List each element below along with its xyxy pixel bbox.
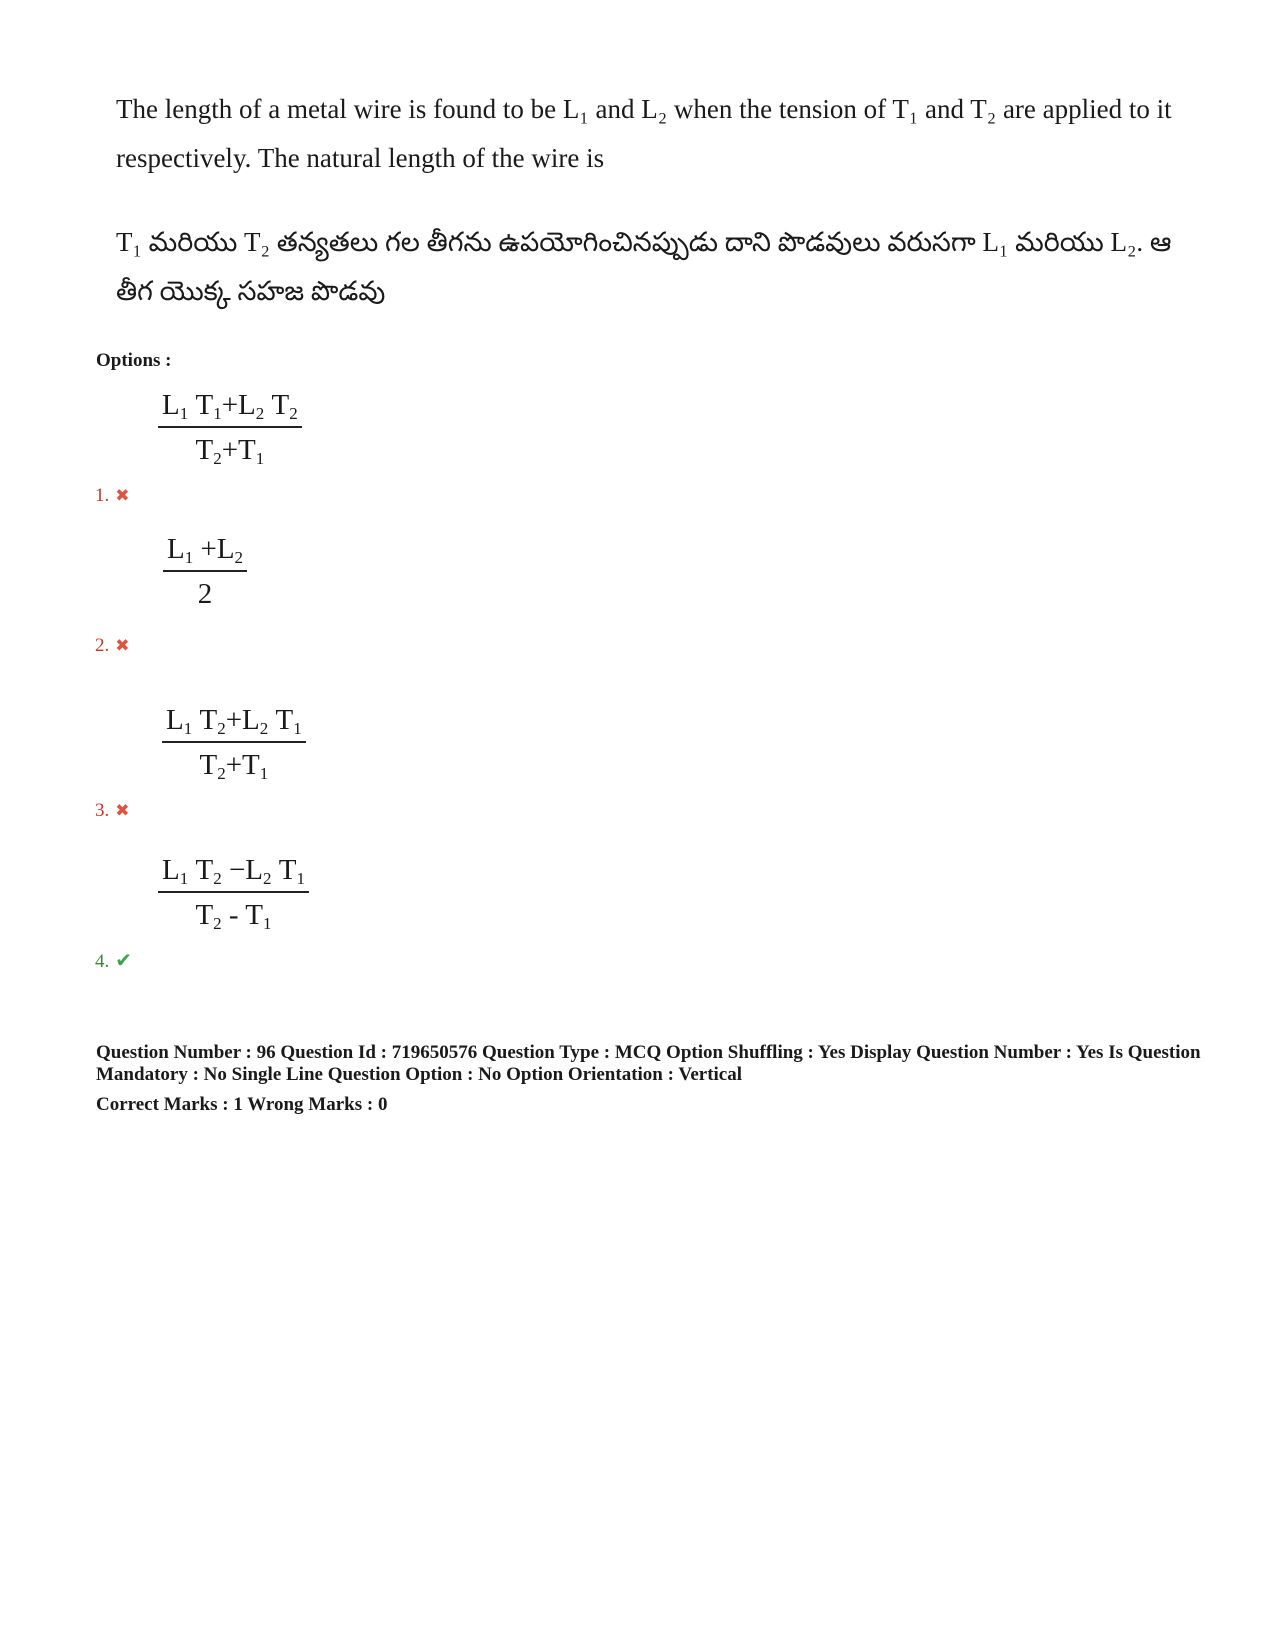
question-text-english: The length of a metal wire is found to be L₁ and L₂ when the tension of T₁ and T₂ are applied to it respectively. The natural length of the wire is xyxy=(116,94,1172,173)
symbol: T xyxy=(199,749,218,781)
subscript: 2 xyxy=(289,404,298,423)
subscript: 1 xyxy=(213,404,222,423)
symbol: L xyxy=(162,389,180,421)
operator-symbol: +L xyxy=(225,704,260,736)
subscript: 1 xyxy=(296,869,305,888)
formula-denominator xyxy=(191,428,268,468)
subscript: 2 xyxy=(255,404,265,423)
subscript: 2 xyxy=(234,548,244,567)
options-heading: Options : xyxy=(96,350,172,371)
check-icon: ✔ xyxy=(115,950,133,972)
question-metadata: Question Number : 96 Question Id : 719650576 Question Type : MCQ Option Shuffling : Yes Display Question Number : Yes Is Question Mandatory : No Single Line Question Option : No Option Orientation : Vertical xyxy=(96,1042,1201,1085)
symbol: L xyxy=(167,533,185,565)
formula-denominator xyxy=(191,893,275,933)
operator-symbol: +L xyxy=(221,389,256,421)
symbol: T xyxy=(199,704,218,736)
subscript: 1 xyxy=(293,719,302,738)
subscript: 2 xyxy=(213,449,222,468)
formula-numerator xyxy=(158,856,309,891)
symbol: L xyxy=(162,854,180,886)
operator-symbol: +T xyxy=(225,749,260,781)
option-4-formula xyxy=(158,854,309,933)
option-number: 4. xyxy=(95,951,110,972)
option-number: 2. xyxy=(95,635,110,656)
symbol: T xyxy=(278,854,297,886)
option-2-formula xyxy=(163,535,247,609)
symbol: T xyxy=(195,854,214,886)
option-2-label[interactable] xyxy=(95,635,130,657)
cross-icon: ✖ xyxy=(115,801,130,820)
formula-denominator: 2 xyxy=(197,578,213,610)
formula-numerator xyxy=(158,391,302,426)
option-3-formula xyxy=(162,704,306,783)
subscript: 1 xyxy=(263,914,272,933)
formula-numerator xyxy=(162,706,306,741)
subscript: 1 xyxy=(255,449,265,468)
operator-symbol: - T xyxy=(228,899,264,931)
subscript: 2 xyxy=(217,719,226,738)
symbol: T xyxy=(195,434,214,466)
option-number: 3. xyxy=(95,800,110,821)
option-number: 1. xyxy=(95,485,110,506)
option-1-label[interactable] xyxy=(95,485,130,507)
subscript: 1 xyxy=(179,869,189,888)
symbol: T xyxy=(195,389,214,421)
subscript: 1 xyxy=(259,764,269,783)
formula-numerator xyxy=(163,535,247,570)
operator-symbol: +T xyxy=(221,434,256,466)
subscript: 1 xyxy=(184,548,194,567)
formula-denominator xyxy=(195,743,272,783)
subscript: 2 xyxy=(217,764,226,783)
subscript: 1 xyxy=(179,404,189,423)
subscript: 2 xyxy=(263,869,272,888)
option-1-formula xyxy=(158,389,302,468)
symbol: T xyxy=(195,899,214,931)
option-3-label[interactable] xyxy=(95,800,130,822)
subscript: 2 xyxy=(213,914,222,933)
operator-symbol: −L xyxy=(228,854,264,886)
symbol: L xyxy=(166,704,184,736)
question-text-telugu: T₁ మరియు T₂ తన్యతలు గల తీగను ఉపయోగించినప్పుడు దాని పొడవులు వరుసగా L₁ మరియు L₂. ఆ తీగ యొక్క సహజ పొడవు xyxy=(116,227,1172,306)
symbol: T xyxy=(271,389,290,421)
symbol: T xyxy=(275,704,294,736)
subscript: 1 xyxy=(183,719,193,738)
subscript: 2 xyxy=(213,869,222,888)
marks-info: Correct Marks : 1 Wrong Marks : 0 xyxy=(96,1094,388,1115)
operator-symbol: +L xyxy=(200,533,235,565)
subscript: 2 xyxy=(259,719,269,738)
cross-icon: ✖ xyxy=(115,636,130,655)
cross-icon: ✖ xyxy=(115,486,130,505)
option-4-label[interactable] xyxy=(95,948,132,973)
